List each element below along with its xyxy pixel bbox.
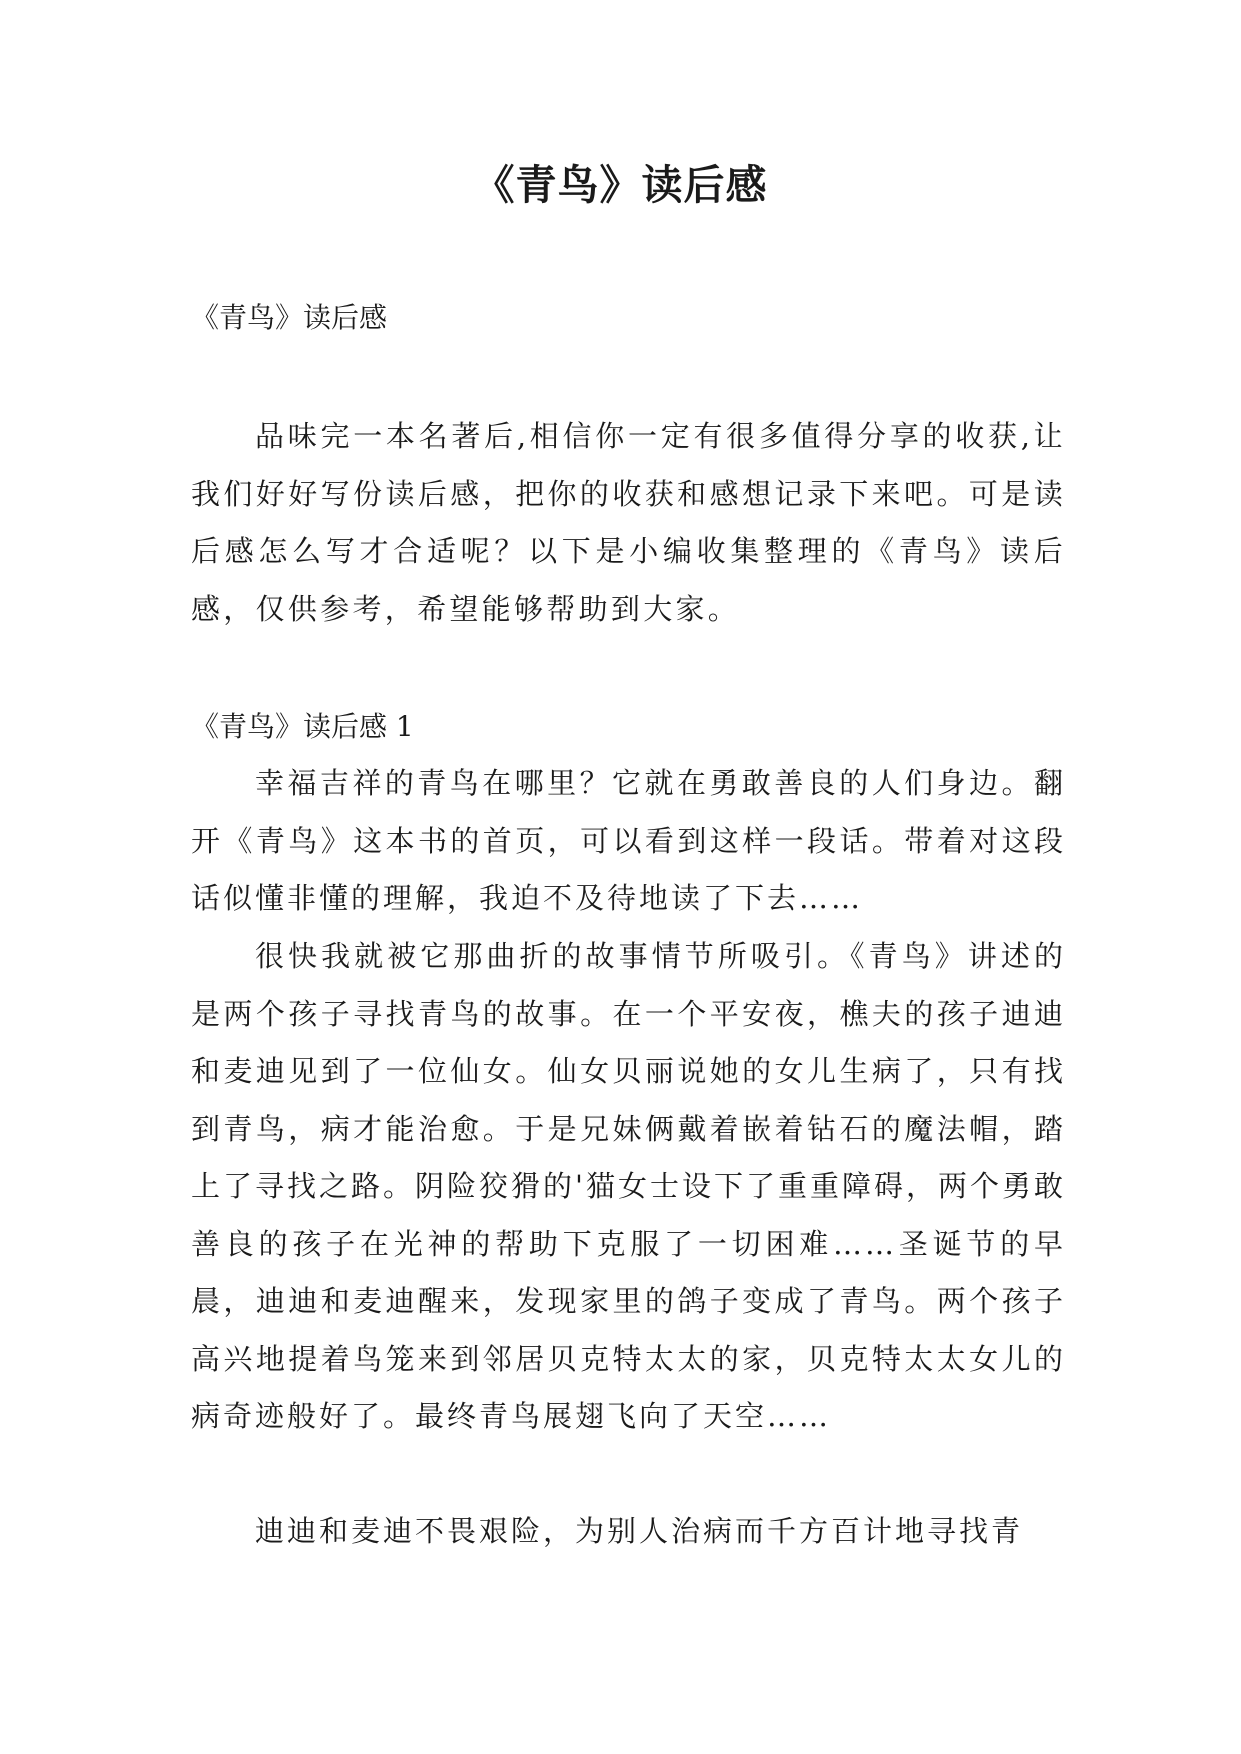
section-heading: 《青鸟》读后感 1 — [191, 710, 414, 743]
document-subtitle: 《青鸟》读后感 — [191, 301, 388, 334]
body-paragraph: 幸福吉祥的青鸟在哪里？它就在勇敢善良的人们身边。翻开《青鸟》这本书的首页，可以看到这样一段话。带着对这段话似懂非懂的理解，我迫不及待地读了下去…… — [191, 766, 1066, 915]
body-paragraph: 迪迪和麦迪不畏艰险，为别人治病而千方百计地寻找青 — [255, 1514, 1024, 1548]
body-paragraph: 很快我就被它那曲折的故事情节所吸引。《青鸟》讲述的是两个孩子寻找青鸟的故事。在一个平安夜，樵夫的孩子迪迪和麦迪见到了一位仙女。仙女贝丽说她的女儿生病了，只有找到青鸟，病才能治愈。于是兄妹俩戴着嵌着钻石的魔法帽，踏上了寻找之路。阴险狡猾的'猫女士设下了重重障碍，两个勇敢善良的孩子在光神的帮助下克服了一切困难……圣诞节的早晨，迪迪和麦迪醒来，发现家里的鸽子变成了青鸟。两个孩子高兴地提着鸟笼来到邻居贝克特太太的家，贝克特太太女儿的病奇迹般好了。最终青鸟展翅飞向了天空…… — [191, 939, 1066, 1433]
document-title: 《青鸟》读后感 — [473, 161, 768, 209]
intro-paragraph: 品味完一本名著后,相信你一定有很多值得分享的收获,让我们好好写份读后感，把你的收获和感想记录下来吧。可是读后感怎么写才合适呢？以下是小编收集整理的《青鸟》读后感，仅供参考，希望能够帮助到大家。 — [191, 419, 1066, 626]
